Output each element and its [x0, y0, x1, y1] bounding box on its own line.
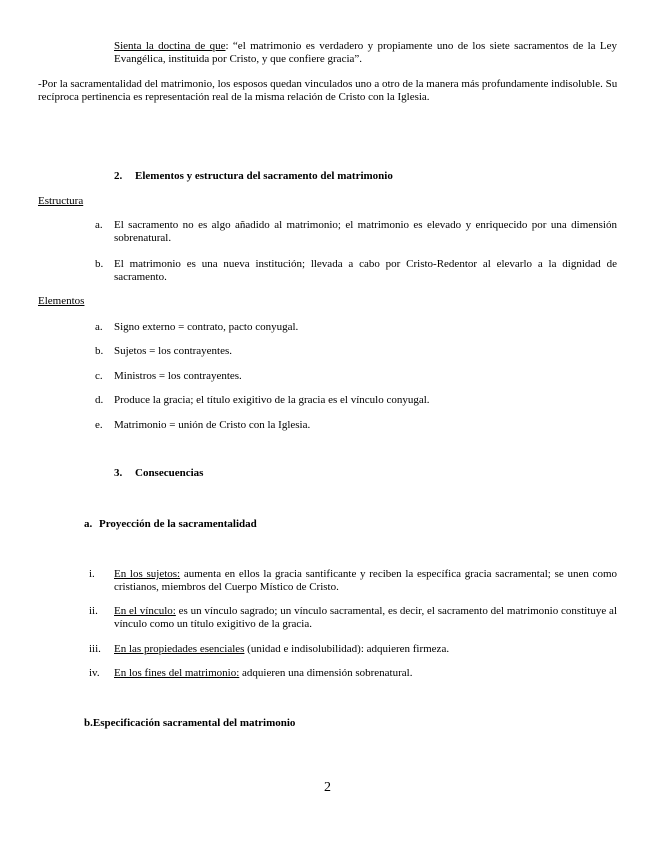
list-marker: ii.	[89, 605, 98, 617]
list-marker: e.	[95, 419, 103, 431]
section-2-title: Elementos y estructura del sacramento del matrimonio	[135, 170, 393, 182]
list-item-text	[114, 568, 617, 594]
list-item-text: Produce la gracia; el título exigitivo de la gracia es el vínculo conyugal.	[114, 394, 430, 406]
list-item-text: Ministros = los contrayentes.	[114, 370, 242, 382]
estructura-item-b	[95, 258, 617, 284]
list-marker: i.	[89, 568, 95, 580]
list-marker: b.	[95, 258, 104, 270]
list-item-lead: En las propiedades esenciales	[114, 643, 245, 655]
elementos-heading: Elementos	[38, 295, 85, 307]
elementos-item-c	[95, 370, 617, 383]
list-item-lead: En el vínculo:	[114, 605, 176, 617]
list-item-text	[114, 605, 617, 631]
intro-quote-text: : “el matrimonio es verdadero y propiamente uno de los siete sacramentos de la Ley Evangélica, instituida por Cristo, y que confiere gracia”.	[114, 40, 618, 65]
subsection-a-heading	[84, 518, 257, 531]
list-marker: a.	[95, 321, 103, 333]
sub-a-item-ii	[89, 605, 617, 631]
list-marker: iv.	[89, 667, 100, 679]
list-item-text	[114, 643, 617, 656]
sub-a-item-iv	[89, 667, 617, 680]
list-item-text: El sacramento no es algo añadido al matrimonio; el matrimonio es elevado y enriquecido por una dimensión sobrenatural.	[114, 219, 617, 244]
subsection-a-title: Proyección de la sacramentalidad	[99, 518, 257, 530]
intro-quote	[114, 40, 617, 66]
section-3-title: Consecuencias	[135, 467, 204, 479]
list-item-text: Matrimonio = unión de Cristo con la Iglesia.	[114, 419, 311, 431]
list-item-body: adquieren una dimensión sobrenatural.	[239, 667, 413, 679]
list-marker: b.	[95, 345, 104, 357]
estructura-item-a	[95, 219, 617, 245]
sub-a-item-i	[89, 568, 617, 594]
list-item-body: aumenta en ellos la gracia santificante y reciben la específica gracia sacramental; se unen como cristianos, miembros del Cuerpo Místico de Cristo.	[114, 568, 617, 593]
list-item-lead: En los sujetos:	[114, 568, 181, 580]
elementos-item-a	[95, 321, 617, 334]
list-marker: a.	[95, 219, 103, 231]
list-item-body: (unidad e indisolubilidad): adquieren firmeza.	[244, 643, 450, 655]
list-item-lead: En los fines del matrimonio:	[114, 667, 240, 679]
list-item-body: es un vínculo sagrado; un vínculo sacramental, es decir, el sacramento del matrimonio constituye al vínculo como un título exigitivo de la gracia.	[114, 605, 617, 630]
intro-paragraph: -Por la sacramentalidad del matrimonio, los esposos quedan vinculados uno a otro de la manera más profundamente indisoluble. Su recíproca pertinencia es representación real de la misma relación de Cristo con la Iglesia.	[38, 78, 618, 103]
list-item-text: El matrimonio es una nueva institución; llevada a cabo por Cristo-Redentor al elevarlo a la dignidad de sacramento.	[114, 258, 617, 283]
list-marker: iii.	[89, 643, 101, 655]
intro-quote-lead: Sienta la doctina de que	[114, 40, 226, 52]
section-2-heading	[114, 170, 393, 183]
section-3-number: 3.	[114, 467, 123, 479]
list-marker: c.	[95, 370, 103, 382]
sub-a-item-iii	[89, 643, 617, 656]
list-item-text: Signo externo = contrato, pacto conyugal.	[114, 321, 299, 333]
page-number: 2	[324, 780, 331, 795]
estructura-heading: Estructura	[38, 195, 84, 207]
elementos-item-d	[95, 394, 617, 407]
section-2-number: 2.	[114, 170, 123, 182]
elementos-item-b	[95, 345, 617, 358]
elementos-item-e	[95, 419, 617, 432]
subsection-a-marker: a.	[84, 518, 93, 530]
list-item-text	[114, 667, 617, 680]
list-item-text: Sujetos = los contrayentes.	[114, 345, 233, 357]
subsection-b-heading: b.Especificación sacramental del matrimonio	[84, 717, 296, 729]
list-marker: d.	[95, 394, 104, 406]
section-3-heading	[114, 467, 203, 480]
